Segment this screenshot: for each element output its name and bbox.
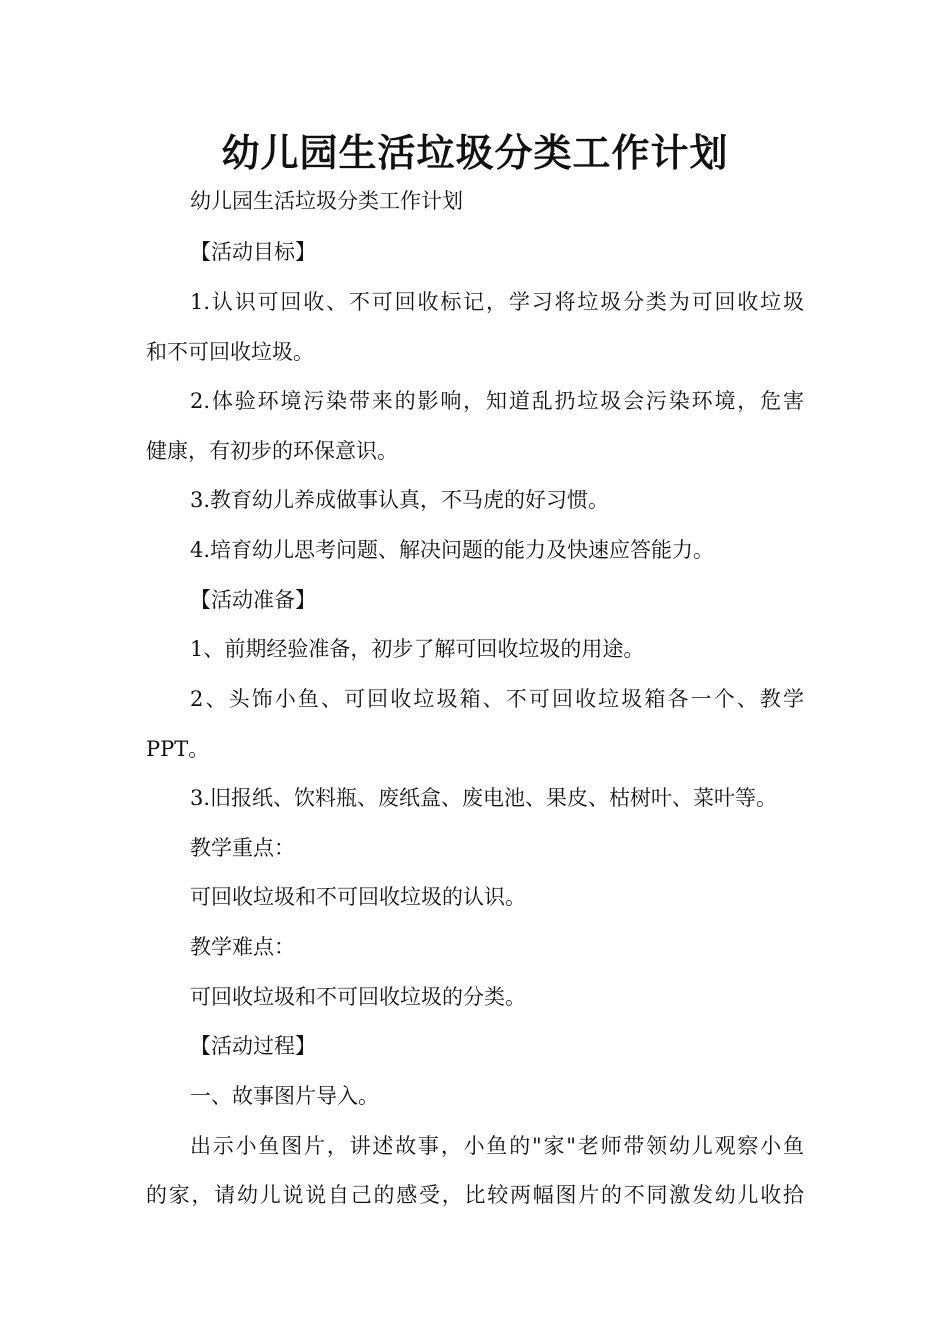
preparation-2-line-2: PPT。 bbox=[146, 737, 210, 761]
section-heading-preparation: 【活动准备】 bbox=[190, 588, 316, 612]
goal-1-line-1: 1.认识可回收、不可回收标记，学习将垃圾分类为可回收垃圾 bbox=[190, 290, 804, 314]
teaching-difficulty-heading: 教学难点： bbox=[190, 935, 295, 959]
goal-1-line-2: 和不可回收垃圾。 bbox=[146, 340, 314, 364]
document-title: 幼儿园生活垃圾分类工作计划 bbox=[221, 130, 729, 175]
subtitle-paragraph: 幼儿园生活垃圾分类工作计划 bbox=[190, 189, 463, 213]
process-paragraph-line-2: 的家，请幼儿说说自己的感受，比较两幅图片的不同激发幼儿收拾 bbox=[146, 1183, 804, 1207]
goal-2-line-1: 2.体验环境污染带来的影响，知道乱扔垃圾会污染环境，危害 bbox=[190, 389, 804, 413]
preparation-2-line-1: 2、头饰小鱼、可回收垃圾箱、不可回收垃圾箱各一个、教学 bbox=[190, 687, 804, 711]
goal-2-line-2: 健康，有初步的环保意识。 bbox=[146, 439, 398, 463]
teaching-focus-heading: 教学重点： bbox=[190, 836, 295, 860]
section-heading-process: 【活动过程】 bbox=[190, 1034, 316, 1058]
goal-4: 4.培育幼儿思考问题、解决问题的能力及快速应答能力。 bbox=[190, 538, 715, 562]
teaching-difficulty-text: 可回收垃圾和不可回收垃圾的分类。 bbox=[190, 985, 526, 1009]
preparation-1: 1、前期经验准备，初步了解可回收垃圾的用途。 bbox=[190, 637, 645, 661]
process-step-1: 一、故事图片导入。 bbox=[190, 1084, 379, 1108]
teaching-focus-text: 可回收垃圾和不可回收垃圾的认识。 bbox=[190, 885, 526, 909]
process-paragraph-line-1: 出示小鱼图片，讲述故事，小鱼的"家"老师带领幼儿观察小鱼 bbox=[190, 1134, 804, 1158]
goal-3: 3.教育幼儿养成做事认真，不马虎的好习惯。 bbox=[190, 488, 610, 512]
section-heading-goals: 【活动目标】 bbox=[190, 240, 316, 264]
preparation-3: 3.旧报纸、饮料瓶、废纸盒、废电池、果皮、枯树叶、菜叶等。 bbox=[190, 786, 778, 810]
